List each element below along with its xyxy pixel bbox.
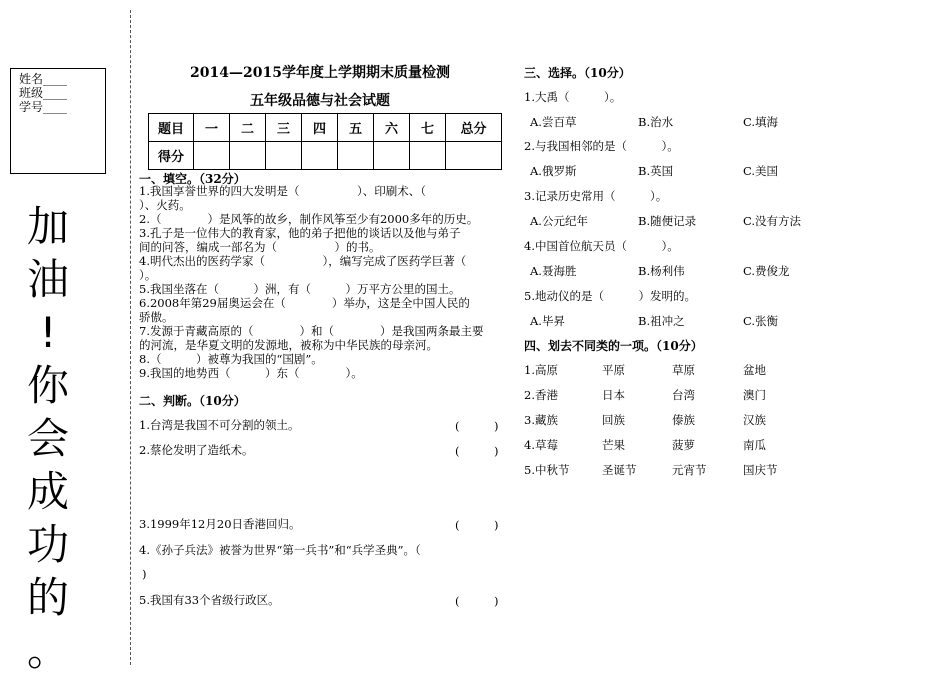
choice-option[interactable]: C.费俊龙 xyxy=(743,264,790,278)
score-table-header-row xyxy=(149,114,502,142)
score-cell[interactable] xyxy=(194,142,230,170)
section1-heading: 一、填空。（32分） xyxy=(139,172,246,186)
odd-item[interactable]: 2.香港 xyxy=(524,388,558,402)
choice-question: 2.与我国相邻的是（ ）。 xyxy=(524,139,679,153)
judge-item: 3.1999年12月20日香港回归。 xyxy=(139,517,301,531)
choice-option[interactable]: C.填海 xyxy=(743,115,779,129)
fill-line: 1.我国享誉世界的四大发明是（ ）、印刷术、（ xyxy=(139,184,426,198)
judge-item: 4.《孙子兵法》被誉为世界“第一兵书”和“兵学圣典”。（ xyxy=(139,543,421,557)
slogan-char: 加 xyxy=(26,202,69,251)
odd-item[interactable]: 菠萝 xyxy=(672,438,695,452)
slogan-char: 油 xyxy=(26,255,69,304)
odd-item[interactable]: 平原 xyxy=(602,363,625,377)
choice-option[interactable]: B.随便记录 xyxy=(638,214,697,228)
score-cell[interactable] xyxy=(446,142,502,170)
score-row-label: 得分 xyxy=(149,142,194,170)
binding-line xyxy=(130,10,131,665)
choice-option[interactable]: A.公元纪年 xyxy=(530,214,588,228)
id-field-label: 学号____ xyxy=(19,100,68,114)
name-field-label: 姓名____ xyxy=(19,72,68,86)
odd-item[interactable]: 4.草莓 xyxy=(524,438,558,452)
score-table xyxy=(148,113,502,170)
score-header-cell: 七 xyxy=(410,114,446,142)
section2-heading: 二、判断。（10分） xyxy=(139,394,246,408)
odd-item[interactable]: 5.中秋节 xyxy=(524,463,570,477)
score-cell[interactable] xyxy=(266,142,302,170)
fill-line: 3.孔子是一位伟大的教育家，他的弟子把他的谈话以及他与弟子 xyxy=(139,226,461,240)
encouragement-slogan xyxy=(16,200,80,677)
fill-line: 9.我国的地势西（ ）东（ ）。 xyxy=(139,366,363,380)
answer-blank[interactable]: ( ) xyxy=(455,518,499,532)
answer-blank[interactable]: ( ) xyxy=(455,419,499,433)
section4-heading: 四、划去不同类的一项。（10分） xyxy=(524,339,703,353)
fill-line: 4.明代杰出的医药学家（ ），编写完成了医药学巨著（ xyxy=(139,254,467,268)
odd-item[interactable]: 国庆节 xyxy=(743,463,778,477)
score-cell[interactable] xyxy=(302,142,338,170)
choice-option[interactable]: A.毕昇 xyxy=(530,314,565,328)
score-header-cell: 二 xyxy=(230,114,266,142)
slogan-char: 。 xyxy=(26,626,69,675)
score-header-cell: 三 xyxy=(266,114,302,142)
odd-item[interactable]: 芒果 xyxy=(602,438,625,452)
fill-line: 的河流，是华夏文明的发源地，被称为中华民族的母亲河。 xyxy=(139,338,438,352)
choice-option[interactable]: A.尝百草 xyxy=(530,115,577,129)
score-cell[interactable] xyxy=(230,142,266,170)
score-header-cell: 一 xyxy=(194,114,230,142)
student-info-box xyxy=(10,68,106,174)
odd-item[interactable]: 日本 xyxy=(602,388,625,402)
score-cell[interactable] xyxy=(374,142,410,170)
fill-line: 5.我国坐落在（ ）洲，有（ ）万平方公里的国土。 xyxy=(139,282,461,296)
choice-option[interactable]: B.祖冲之 xyxy=(638,314,685,328)
odd-item[interactable]: 元宵节 xyxy=(672,463,707,477)
choice-option[interactable]: A.聂海胜 xyxy=(530,264,577,278)
fill-line: 6.2008年第29届奥运会在（ ）举办，这是全中国人民的 xyxy=(139,296,470,310)
slogan-char: 功 xyxy=(26,520,69,569)
fill-line: 2.（ ）是风筝的故乡，制作风筝至少有2000多年的历史。 xyxy=(139,212,479,226)
exam-title: 2014—2015学年度上学期期末质量检测 xyxy=(190,65,450,81)
choice-question: 4.中国首位航天员（ ）。 xyxy=(524,239,679,253)
score-header-cell: 总分 xyxy=(446,114,502,142)
fill-line: ）。 xyxy=(139,268,157,282)
odd-item[interactable]: 圣诞节 xyxy=(602,463,637,477)
score-cell[interactable] xyxy=(410,142,446,170)
answer-blank[interactable]: ( ) xyxy=(455,594,499,608)
fill-line: 7.发源于青藏高原的（ ）和（ ）是我国两条最主要 xyxy=(139,324,484,338)
odd-item[interactable]: 台湾 xyxy=(672,388,695,402)
choice-question: 3.记录历史常用（ ）。 xyxy=(524,189,668,203)
choice-option[interactable]: C.张衡 xyxy=(743,314,779,328)
score-table-score-row xyxy=(149,142,502,170)
odd-item[interactable]: 回族 xyxy=(602,413,625,427)
score-header-cell: 四 xyxy=(302,114,338,142)
score-header-cell: 五 xyxy=(338,114,374,142)
choice-option[interactable]: C.美国 xyxy=(743,164,779,178)
choice-question: 1.大禹（ ）。 xyxy=(524,90,622,104)
fill-line: 间的问答，编成一部名为（ ）的书。 xyxy=(139,240,381,254)
fill-line: 骄傲。 xyxy=(139,310,174,324)
odd-item[interactable]: 草原 xyxy=(672,363,695,377)
odd-item[interactable]: 1.高原 xyxy=(524,363,558,377)
odd-item[interactable]: 澳门 xyxy=(743,388,766,402)
judge-item: 2.蔡伦发明了造纸术。 xyxy=(139,443,254,457)
exam-subtitle: 五年级品德与社会试题 xyxy=(250,93,390,109)
answer-blank[interactable]: ( ) xyxy=(455,444,499,458)
score-header-cell: 六 xyxy=(374,114,410,142)
odd-item[interactable]: 盆地 xyxy=(743,363,766,377)
odd-item[interactable]: 3.藏族 xyxy=(524,413,558,427)
slogan-char: ! xyxy=(39,308,57,357)
choice-question: 5.地动仪的是（ ）发明的。 xyxy=(524,289,696,303)
slogan-char: 的 xyxy=(26,573,69,622)
fill-line: 8.（ ）被尊为我国的“国剧”。 xyxy=(139,352,323,366)
score-cell[interactable] xyxy=(338,142,374,170)
fill-line: ）、火药。 xyxy=(139,198,191,212)
choice-option[interactable]: C.没有方法 xyxy=(743,214,802,228)
section1-questions xyxy=(139,184,511,380)
judge-item-continuation: ) xyxy=(142,567,147,581)
slogan-char: 成 xyxy=(26,467,69,516)
section3-heading: 三、选择。（10分） xyxy=(524,66,631,80)
odd-item[interactable]: 南瓜 xyxy=(743,438,766,452)
choice-option[interactable]: A.俄罗斯 xyxy=(530,164,577,178)
judge-item: 1.台湾是我国不可分割的领土。 xyxy=(139,418,300,432)
class-field-label: 班级____ xyxy=(19,86,68,100)
slogan-char: 会 xyxy=(26,414,69,463)
choice-option[interactable]: B.杨利伟 xyxy=(638,264,685,278)
choice-option[interactable]: B.英国 xyxy=(638,164,674,178)
score-header-cell: 题目 xyxy=(149,114,194,142)
choice-option[interactable]: B.治水 xyxy=(638,115,674,129)
odd-item[interactable]: 汉族 xyxy=(743,413,766,427)
slogan-char: 你 xyxy=(26,361,69,410)
odd-item[interactable]: 傣族 xyxy=(672,413,695,427)
judge-item: 5.我国有33个省级行政区。 xyxy=(139,593,280,607)
